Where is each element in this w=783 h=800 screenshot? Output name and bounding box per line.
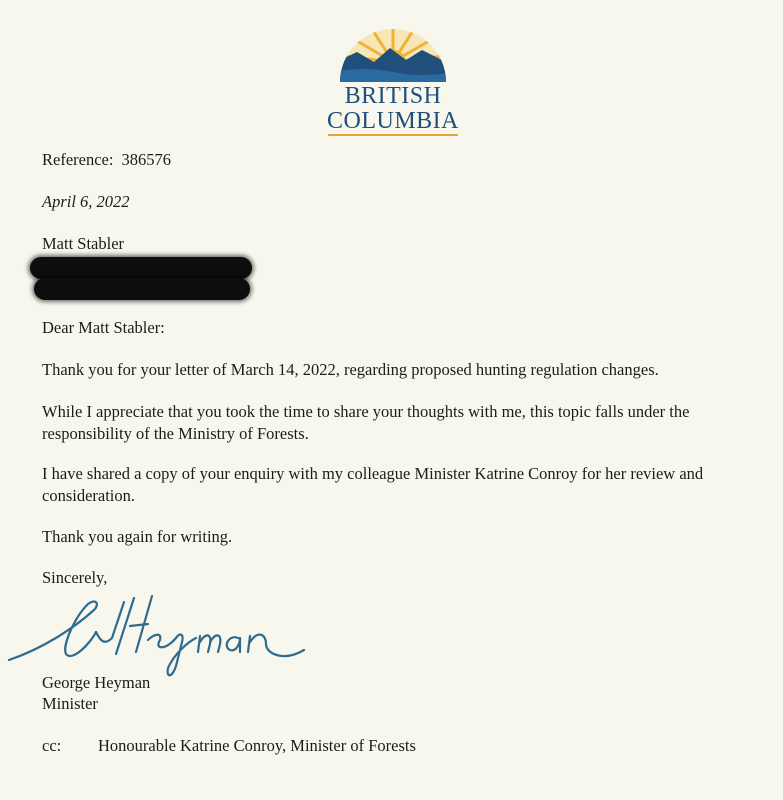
logo-text-british: BRITISH bbox=[344, 83, 442, 109]
closing: Sincerely, bbox=[42, 568, 108, 587]
cc-label: cc: bbox=[42, 736, 62, 755]
reference-line bbox=[42, 149, 171, 171]
signer-title: Minister bbox=[42, 694, 98, 713]
logo-text-columbia: COLUMBIA bbox=[326, 108, 459, 134]
sunrise-mountain-icon bbox=[322, 12, 464, 84]
bc-government-logo bbox=[322, 12, 464, 138]
reference-label: Reference: bbox=[42, 150, 114, 169]
paragraph-3: I have shared a copy of your enquiry with my colleague Minister Katrine Conroy for her review and consideration. bbox=[42, 464, 704, 505]
signer-name: George Heyman bbox=[42, 673, 151, 692]
redacted-address-line-1 bbox=[30, 257, 252, 279]
paragraph-2: While I appreciate that you took the time to share your thoughts with me, this topic falls under the responsibility of the Ministry of Forests. bbox=[42, 402, 690, 443]
redacted-address-line-2 bbox=[34, 278, 250, 300]
cc-recipient: Honourable Katrine Conroy, Minister of Forests bbox=[98, 736, 416, 755]
reference-number: 386576 bbox=[121, 150, 171, 169]
letter-date: April 6, 2022 bbox=[42, 192, 130, 211]
recipient-name: Matt Stabler bbox=[42, 234, 125, 253]
paragraph-4: Thank you again for writing. bbox=[42, 527, 233, 546]
paragraph-1: Thank you for your letter of March 14, 2022, regarding proposed hunting regulation changes. bbox=[42, 360, 659, 379]
logo-underline bbox=[328, 134, 458, 136]
salutation: Dear Matt Stabler: bbox=[42, 318, 165, 337]
